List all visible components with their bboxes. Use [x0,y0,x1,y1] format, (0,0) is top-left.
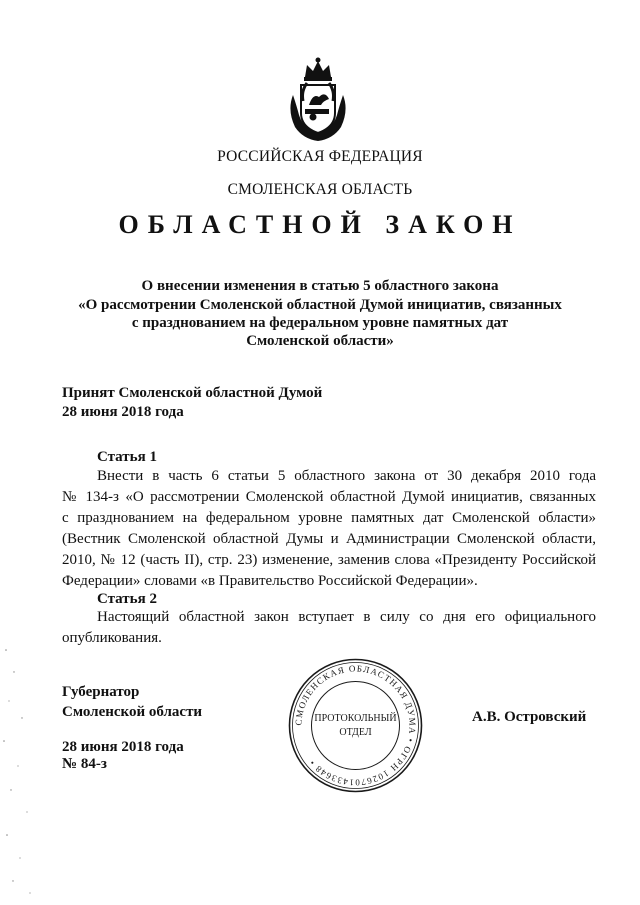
article-2-line: опубликования. [62,630,162,646]
region-heading: СМОЛЕНСКАЯ ОБЛАСТЬ [227,181,413,198]
article-2-heading: Статья 2 [97,591,157,607]
stamp-center-line-1: ПРОТОКОЛЬНЫЙ [314,713,397,724]
signatory-position-line-1: Губернатор [62,684,140,700]
subject-line-3: с празднованием на федеральном уровне памятных дат [131,315,509,331]
coat-of-arms-icon [283,55,353,143]
adoption-date: 28 июня 2018 года [62,404,184,420]
subject-line-1: О внесении изменения в статью 5 областного закона [141,278,499,294]
article-1-line: № 134-з «О рассмотрении Смоленской областной Думой инициатив, связанных [62,489,596,505]
signatory-name: А.В. Островский [472,709,587,725]
article-1-line: Внести в часть 6 статьи 5 областного закона от 30 декабря 2010 года [97,468,596,484]
law-number: № 84-з [62,756,107,772]
article-1-line: 2010, № 12 (часть II), стр. 23) изменение, заменив слова «Президенту Российской [62,552,596,568]
article-2-line: Настоящий областной закон вступает в силу со дня его официального [97,609,596,625]
official-stamp [287,657,424,794]
signing-date: 28 июня 2018 года [62,739,184,755]
subject-line-2: «О рассмотрении Смоленской областной Думой инициатив, связанных [78,297,562,313]
country-heading: РОССИЙСКАЯ ФЕДЕРАЦИЯ [217,148,423,165]
adoption-line-1: Принят Смоленской областной Думой [62,385,323,401]
stamp-ring-text: СМОЛЕНСКАЯ ОБЛАСТНАЯ ДУМА • ОГРН 1026701433648 • [293,663,418,788]
stamp-center-line-2: ОТДЕЛ [339,727,372,738]
scan-noise [0,0,60,905]
signatory-position-line-2: Смоленской области [62,704,203,720]
document-title: ОБЛАСТНОЙ ЗАКОН [118,210,522,239]
article-1-line: с празднованием на федеральном уровне памятных дат Смоленской области» [62,510,596,526]
article-1-line: (Вестник Смоленской областной Думы и Администрации Смоленской области, [62,531,596,547]
subject-line-4: Смоленской области» [246,333,394,349]
article-1-heading: Статья 1 [97,449,157,465]
article-1-line: Федерации» словами «в Правительство Российской Федерации». [62,573,478,589]
